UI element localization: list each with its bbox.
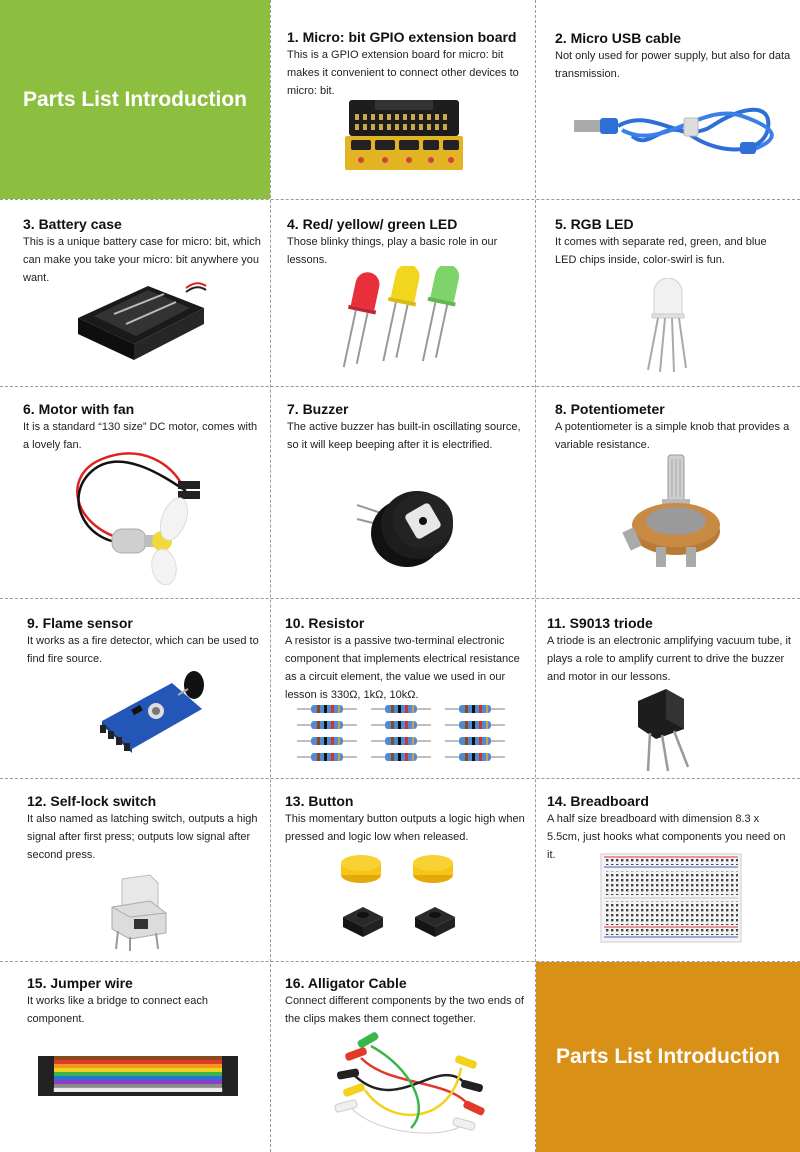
part-description: This is a GPIO extension board for micro: bit makes it convenient to connect other devices to micro: bit. (287, 49, 519, 97)
part-card-resistor (271, 599, 535, 778)
part-title: 5. RGB LED (555, 216, 634, 232)
resistor-icon (297, 703, 513, 767)
part-title: 8. Potentiometer (555, 401, 665, 417)
part-card-button (271, 779, 535, 961)
part-description: It comes with separate red, green, and blue LED chips inside, color-swirl is fun. (555, 236, 767, 266)
part-title: 14. Breadboard (547, 793, 649, 809)
part-title: 10. Resistor (285, 615, 365, 631)
part-card-alligator-cable (271, 962, 535, 1152)
banner-bottom (536, 962, 800, 1152)
part-card-gpio-board (271, 0, 535, 199)
part-title: 4. Red/ yellow/ green LED (287, 216, 458, 232)
part-card-led (271, 200, 535, 386)
part-title: 6. Motor with fan (23, 401, 135, 417)
banner-top-title: Parts List Introduction (22, 87, 247, 111)
part-description: Not only used for power supply, but also for data transmission. (555, 50, 791, 80)
part-title: 16. Alligator Cable (285, 975, 407, 991)
part-description: A half size breadboard with dimension 8.3 x 5.5cm, just hooks what components you need on it. (547, 813, 786, 861)
part-card-buzzer (271, 387, 535, 598)
part-description: It is a standard “130 size” DC motor, comes with a lovely fan. (23, 421, 258, 451)
part-description: Those blinky things, play a basic role in our lessons. (287, 236, 498, 266)
button-icon (337, 855, 477, 955)
part-card-battery-case (0, 200, 270, 386)
banner-bottom-title: Parts List Introduction (555, 1045, 780, 1068)
part-description: It also named as latching switch, outputs a high signal after first press; outputs low signal after second press. (27, 813, 258, 861)
part-card-breadboard (536, 779, 800, 961)
usb-cable-icon (572, 96, 784, 160)
part-description: The active buzzer has built-in oscillating source, so it will keep beeping after it is electrified. (287, 421, 521, 451)
triode-icon (626, 683, 702, 773)
part-title: 11. S9013 triode (547, 615, 653, 631)
flame-sensor-icon (92, 661, 212, 753)
part-description: A potentiometer is a simple knob that provides a variable resistance. (555, 421, 790, 451)
led-icon (339, 266, 471, 374)
part-card-potentiometer (536, 387, 800, 598)
banner-top (0, 0, 270, 199)
part-card-rgb-led (536, 200, 800, 386)
part-card-flame-sensor (0, 599, 270, 778)
part-title: 2. Micro USB cable (555, 30, 682, 46)
part-description: Connect different components by the two ends of the clips makes them connect together. (285, 995, 524, 1025)
rgb-led-icon (634, 278, 706, 374)
part-card-motor-fan (0, 387, 270, 598)
breadboard-icon (600, 853, 742, 943)
part-description: It works like a bridge to connect each component. (27, 995, 208, 1025)
part-card-triode (536, 599, 800, 778)
part-title: 3. Battery case (23, 216, 122, 232)
part-description: A triode is an electronic amplifying vacuum tube, it plays a role to amplify current to drive the buzzer and motor in our lessons. (547, 635, 791, 683)
alligator-cable-icon (331, 1028, 491, 1140)
part-description: It works as a fire detector, which can be used to find fire source. (27, 635, 259, 665)
part-title: 7. Buzzer (287, 401, 349, 417)
buzzer-icon (351, 471, 459, 577)
part-description: This momentary button outputs a logic high when pressed and logic low when released. (285, 813, 525, 843)
part-card-jumper-wire (0, 962, 270, 1152)
gpio-board-icon (341, 98, 467, 172)
part-title: 1. Micro: bit GPIO extension board (287, 29, 517, 45)
motor-fan-icon (62, 445, 212, 585)
part-title: 12. Self-lock switch (27, 793, 157, 809)
part-title: 15. Jumper wire (27, 975, 133, 991)
jumper-wire-icon (36, 1046, 240, 1102)
part-title: 13. Button (285, 793, 354, 809)
part-card-usb-cable (536, 0, 800, 199)
part-card-self-lock-switch (0, 779, 270, 961)
self-lock-switch-icon (104, 873, 184, 953)
part-title: 9. Flame sensor (27, 615, 133, 631)
part-description: This is a unique battery case for micro: bit, which can make you take your micro: bit anywhere you want. (23, 236, 261, 284)
potentiometer-icon (616, 451, 734, 571)
battery-case-icon (74, 278, 208, 364)
part-description: A resistor is a passive two-terminal electronic component that implements electrical resistance as a circuit element, the value we used in our lesson is 330Ω, 1kΩ, 10kΩ. (285, 635, 520, 701)
